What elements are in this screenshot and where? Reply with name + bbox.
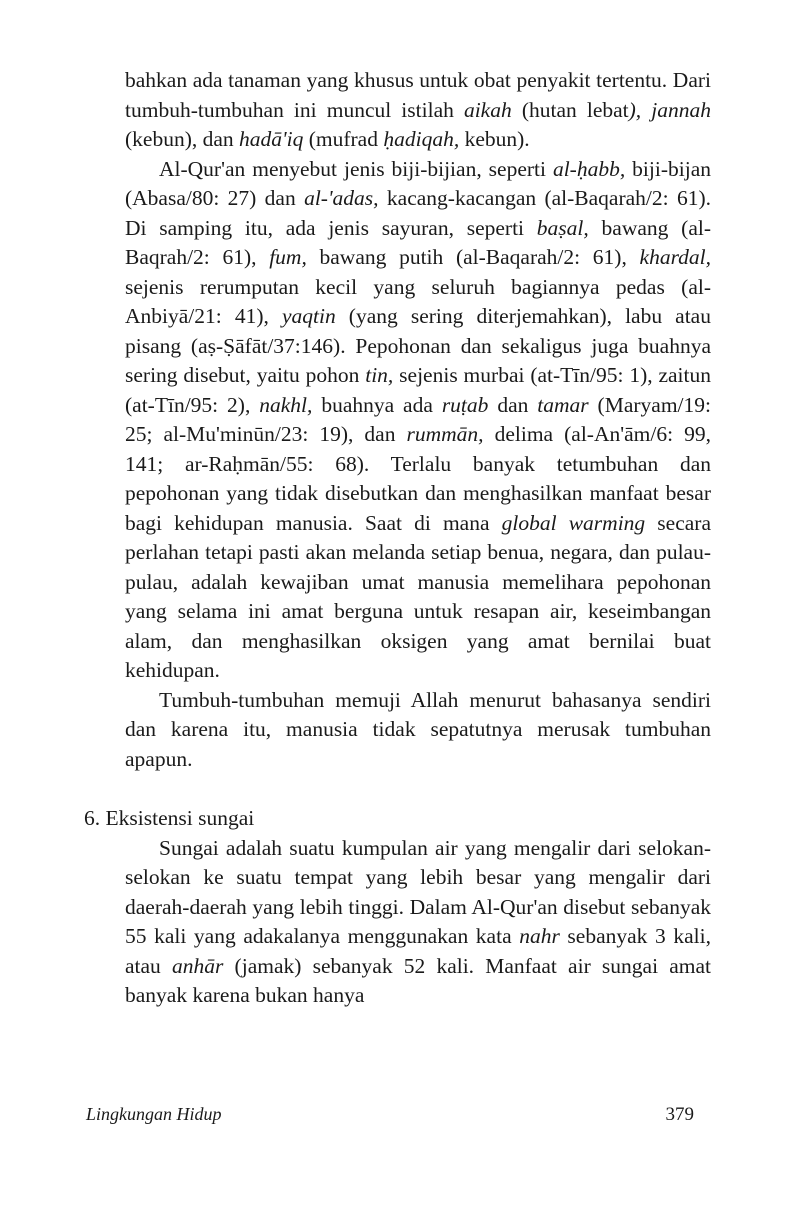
paragraph: Tumbuh-tumbuhan memuji Allah menurut bahasanya sendiri dan karena itu, manusia tidak sepatutnya merusak tumbuhan apapun. (125, 687, 711, 771)
running-title: Lingkungan Hidup (86, 1104, 222, 1124)
paragraph: Sungai adalah suatu kumpulan air yang mengalir dari selokan-selokan ke suatu tempat yang lebih besar yang mengalir dari daerah-daerah yang lebih tinggi. Dalam Al-Qur'an disebut sebanyak 55 kali yang adakalanya menggunakan kata nahr sebanyak 3 kali, atau anhār (jamak) sebanyak 52 kali. Manfaat air sungai amat banyak karena bukan hanya (125, 835, 711, 1007)
paragraph-group-top (125, 66, 711, 774)
section-heading: 6. Eksistensi sungai (84, 806, 255, 830)
paragraph: bahkan ada tanaman yang khusus untuk obat penyakit tertentu. Dari tumbuh-tumbuhan ini muncul istilah aikah (hutan lebat), jannah (kebun), dan hadā'iq (mufrad ḥadiqah, kebun). (125, 68, 711, 151)
body-text (84, 66, 712, 1011)
paragraph-group-section (125, 834, 711, 1011)
paragraph: Al-Qur'an menyebut jenis biji-bijian, seperti al-ḥabb, biji-bijan (Abasa/80: 27) dan al-'adas, kacang-kacangan (al-Baqarah/2: 61). Di samping itu, ada jenis sayuran, seperti baṣal, bawang (al-Baqrah/2: 61), fum, bawang putih (al-Baqarah/2: 61), khardal, sejenis rerumputan kecil yang seluruh bagiannya pedas (al-Anbiyā/21: 41), yaqtin (yang sering diterjemahkan), labu atau pisang (aṣ-Ṣāfāt/37:146). Pepohonan dan sekaligus juga buahnya sering disebut, yaitu pohon tin, sejenis murbai (at-Tīn/95: 1), zaitun (at-Tīn/95: 2), nakhl, buahnya ada ruṭab dan tamar (Maryam/19: 25; al-Mu'minūn/23: 19), dan rummān, delima (al-An'ām/6: 99, 141; ar-Raḥmān/55: 68). Terlalu banyak tetumbuhan dan pepohonan yang tidak disebutkan dan menghasilkan manfaat besar bagi kehidupan manusia. Saat di mana global warming secara perlahan tetapi pasti akan melanda setiap benua, negara, dan pulau-pulau, adalah kewajiban umat manusia memelihara pepohonan yang selama ini amat berguna untuk resapan air, keseimbangan alam, dan menghasilkan oksigen yang amat bernilai buat kehidupan. (125, 156, 712, 682)
page-number: 379 (665, 1104, 694, 1125)
page-footer (86, 1104, 694, 1126)
